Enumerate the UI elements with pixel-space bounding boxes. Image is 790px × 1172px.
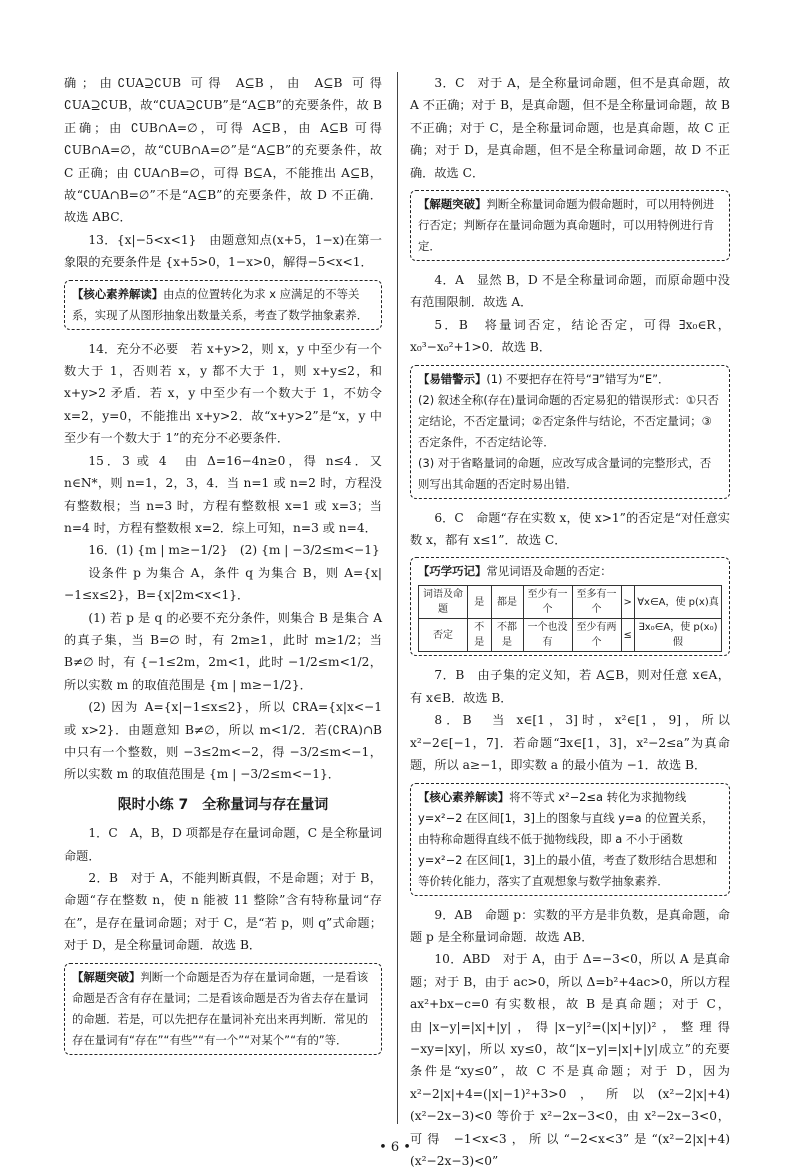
section-title: 限时小练 7 全称量词与存在量词 <box>117 796 329 813</box>
table-cell: 一个也没有 <box>523 619 572 652</box>
common-mistake-box <box>410 365 730 499</box>
table-cell: ∀x∈A，使 p(x)真 <box>634 586 721 619</box>
table-cell: 是 <box>468 586 492 619</box>
box-tag: 【核心素养解读】 <box>418 789 510 804</box>
page-number: • 6 • <box>379 1140 411 1155</box>
core-literacy-box-8 <box>410 783 730 896</box>
table-cell: 否定 <box>419 619 468 652</box>
table-cell: ≤ <box>621 619 634 652</box>
answer-7-7: 7．B 由子集的定义知，若 A⊆B，则对任意 x∈A，有 x∈B．故选 B． <box>410 668 730 705</box>
answer-7-1: 1．C A，B，D 项都是存在量词命题，C 是全称量词命题． <box>64 826 382 863</box>
answer-16-summary: 16．(1) {m | m≥−1/2} (2) {m | −3/2≤m<−1} <box>88 543 380 558</box>
answer-16-part1: (1) 若 p 是 q 的必要不充分条件，则集合 B 是集合 A 的真子集，当 B=∅ 时，有 2m≥1，此时 m≥1/2；当 B≠∅ 时，有 {−1≤2m，2m<1，此时 −1/2≤m<1/2，所以实数 m 的取值范围是 {m | m≥−1/2}． <box>64 610 382 692</box>
box-tag: 【易错警示】 <box>418 371 487 386</box>
answer-7-4: 4．A 显然 B，D 不是全称量词命题，而原命题中没有范围限制．故选 A． <box>410 273 730 310</box>
table-cell: 词语及命题 <box>419 586 468 619</box>
answer-7-8: 8．B 当 x∈[1，3]时，x²∈[1，9]，所以 x²−2∈[−1，7]．若命题“∃x∈[1，3]，x²−2≤a”为真命题，所以 a≥−1，即实数 a 的最小值为 −1．故选 B． <box>410 713 730 773</box>
answer-7-3: 3．C 对于 A，是全称量词命题，但不是真命题，故 A 不正确；对于 B，是真命题，但不是全称量词命题，故 B 不正确；对于 C，是全称量词命题，也是真命题，故 C 正确；对于 D，是真命题，但不是全称量词命题，故 D 不正确．故选 C． <box>410 76 730 180</box>
box-line-2: (2) 叙述全称(存在)量词命题的否定易犯的错误形式：①只否定结论，不否定量词；②否定条件与结论，不否定量词；③否定条件，不否定结论等． <box>418 392 719 449</box>
table-row <box>419 619 722 652</box>
box-line-3: (3) 对于省略量词的命题，应改写成含量词的完整形式，否则写出其命题的否定时易出错． <box>418 455 712 491</box>
problem-solving-box-2 <box>64 963 382 1055</box>
table-cell: 不是 <box>468 619 492 652</box>
answer-7-5: 5．B 将量词否定，结论否定，可得 ∃x₀∈R，x₀³−x₀²+1>0．故选 B． <box>410 317 730 355</box>
answer-15: 15．3 或 4 由 Δ=16−4n≥0，得 n≤4．又 n∈N*，则 n=1，2，3，4．当 n=1 或 n=2 时，方程没有整数根；当 n=3 时，方程有整数根 x=1 或 x=3；当 n=4 时，方程有整数根 x=2．综上可知，n=3 或 n=4． <box>64 453 382 535</box>
negation-table <box>418 585 722 652</box>
answer-14: 14．充分不必要 若 x+y>2，则 x，y 中至少有一个数大于 1，否则若 x，y 都不大于 1，则 x+y≤2，和 x+y>2 矛盾．若 x，y 中至少有一个数大于 1，不妨令 x=2，y=0，不能推出 x+y>2．故“x+y>2”是“x，y 中至少有一个数大于 1”的充分不必要条件． <box>64 341 382 446</box>
answer-16-setup: 设条件 p 为集合 A，条件 q 为集合 B，则 A={x|−1≤x≤2}，B={x|2m<x<1}． <box>64 565 382 603</box>
table-cell: ∃x₀∈A，使 p(x₀)假 <box>634 619 721 652</box>
table-cell: > <box>621 586 634 619</box>
box-tag: 【巧学巧记】 <box>418 564 487 579</box>
core-literacy-box-13 <box>64 280 382 330</box>
problem-solving-box-3 <box>410 190 730 261</box>
answer-7-6: 6．C 命题“存在实数 x，使 x>1”的否定是“对任意实数 x，都有 x≤1”．故选 C． <box>410 510 730 548</box>
answer-7-9: 9．AB 命题 p：实数的平方是非负数，是真命题，命题 p 是全称量词命题．故选 AB． <box>410 907 730 944</box>
box-tag: 【解题突破】 <box>72 969 141 984</box>
table-cell: 至多有一个 <box>572 586 621 619</box>
table-row <box>419 586 722 619</box>
answer-12-continued: 确；由∁UA⊇∁UB 可得 A⊆B，由 A⊆B 可得 ∁UA⊇∁UB，故“∁UA⊇∁UB”是“A⊆B”的充要条件，故 B 正确；由 ∁UB∩A=∅，可得 A⊆B，由 A⊆B 可得 ∁UB∩A=∅，故“∁UB∩A=∅”是“A⊆B”的充要条件，故 C 正确；由 ∁UA∩B=∅，可得 B⊆A，不能推出 A⊆B，故“∁UA∩B=∅”不是“A⊆B”的充要条件，故 D 不正确．故选 ABC． <box>64 76 382 225</box>
answer-7-10: 10．ABD 对于 A，由于 Δ=−3<0，所以 A 是真命题；对于 B，由于 ac>0，所以 Δ=b²+4ac>0，所以方程 ax²+bx−c=0 有实数根，故 B 是真命题；对于 C，由|x−y|=|x|+|y|，得|x−y|²=(|x|+|y|)²，整理得 −xy=|xy|，所以 xy≤0，故“|x−y|=|x|+|y|成立”的充要条件是“xy≤0”，故 C 不是真命题；对于 D，因为 x²−2|x|+4=(|x|−1)²+3>0，所以(x²−2|x|+4)(x²−2x−3)<0 等价于 x²−2x−3<0，由 x²−2x−3<0，可得 −1<x<3，所以“−2<x<3”是“(x²−2|x|+4)(x²−2x−3)<0” <box>410 952 730 1168</box>
answer-7-2: 2．B 对于 A，不能判断真假，不是命题；对于 B，命题“存在整数 n，使 n 能被 11 整除”含有特称量词“存在”，是存在量词命题；对于 C，是“若 p，则 q”式命题；对于 D，是全称量词命题．故选 B． <box>64 871 382 953</box>
box-text: 由点的位置转化为求 x 应满足的不等关系，实现了从图形抽象出数量关系，考查了数学抽象素养． <box>72 286 369 322</box>
answer-16-part2: (2) 因为 A={x|−1≤x≤2}，所以 ∁RA={x|x<−1 或 x>2}．由题意知 B≠∅，所以 m<1/2．若(∁RA)∩B 中只有一个整数，则 −3≤2m<−2，得 −3/2≤m<−1，所以实数 m 的取值范围是 {m | −3/2≤m<−1}． <box>64 700 382 782</box>
answer-13: 13．{x|−5<x<1} 由题意知点(x+5，1−x)在第一象限的充要条件是 {x+5>0，1−x>0，解得−5<x<1． <box>64 232 382 270</box>
box-text: 判断一个命题是否为存在量词命题，一是看该命题是否含有存在量词；二是看该命题是否为省去存在量词的命题．若是，可以先把存在量词补充出来再判断．常见的存在量词有“存在”“有些”“有一个”“对某个”“有的”等． <box>72 969 369 1047</box>
table-cell: 至少有两个 <box>572 619 621 652</box>
memory-tip-box <box>410 557 730 656</box>
table-cell: 至少有一个 <box>523 586 572 619</box>
box-tag: 【核心素养解读】 <box>72 286 164 301</box>
left-column <box>64 72 382 1063</box>
box-text: 常见词语及命题的否定： <box>486 564 612 579</box>
table-cell: 不都是 <box>491 619 523 652</box>
right-column <box>410 72 730 1172</box>
box-line-1: (1) 不要把存在符号“∃”错写为“E”． <box>486 371 670 386</box>
table-cell: 都是 <box>491 586 523 619</box>
box-tag: 【解题突破】 <box>418 197 487 212</box>
box-text: 判断全称量词命题为假命题时，可以用特例进行否定；判断存在量词命题为真命题时，可以用特例进行肯定． <box>418 197 715 254</box>
column-divider <box>397 72 398 1124</box>
box-text: 将不等式 x²−2≤a 转化为求抛物线 y=x²−2 在区间[1，3]上的图象与直线 y=a 的位置关系，由特称命题得直线不低于抛物线段，即 a 不小于函数 y=x²−2 在区间[1，3]上的最小值，考查了数形结合思想和等价转化能力，落实了直观想象与数学抽象素养． <box>418 789 718 888</box>
